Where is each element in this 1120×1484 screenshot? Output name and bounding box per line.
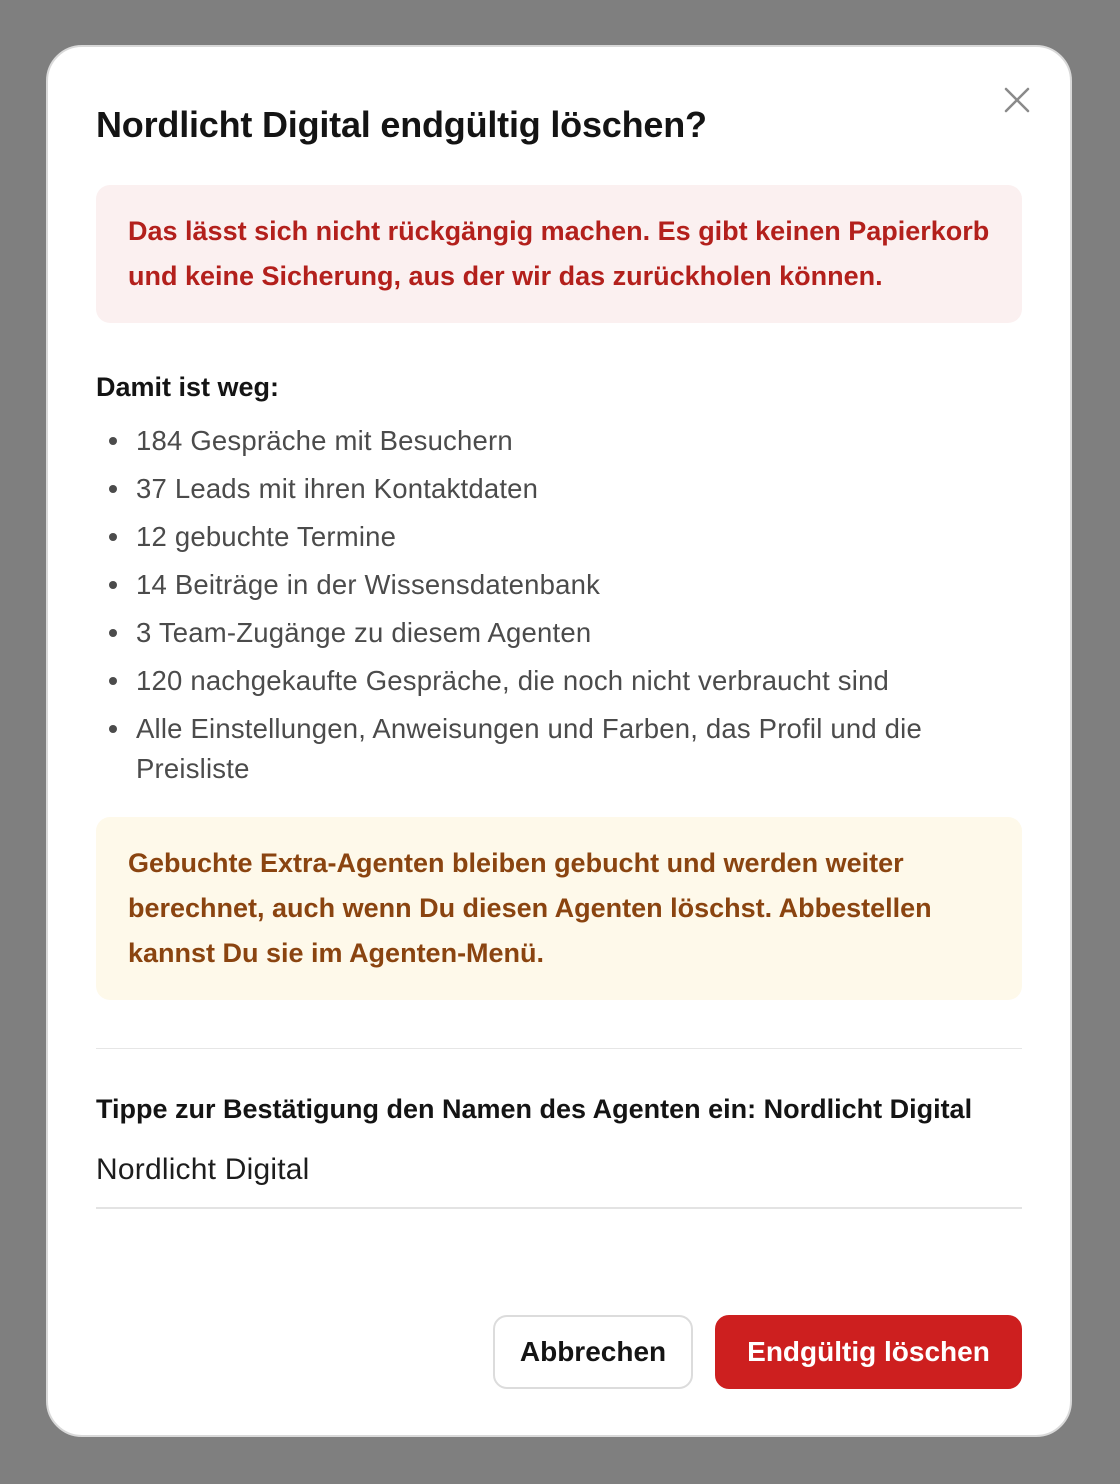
list-item-text: 37 Leads mit ihren Kontaktdaten	[136, 473, 539, 504]
bullet	[109, 725, 117, 733]
warning-alert: Gebuchte Extra-Agenten bleiben gebucht und werden weiter berechnet, auch wenn Du diesen Agenten löschst. Abbestellen kannst Du sie im Agenten-Menü.	[96, 817, 1022, 1000]
list-item-text: Alle Einstellungen, Anweisungen und Farben, das Profil und die Preisliste	[136, 713, 922, 784]
list-item	[96, 517, 1022, 557]
bullet	[109, 437, 117, 445]
list-item-text: 12 gebuchte Termine	[136, 521, 397, 552]
list-item	[96, 661, 1022, 701]
list-item	[96, 709, 1022, 789]
bullet	[109, 581, 117, 589]
divider	[96, 1048, 1022, 1049]
close-button[interactable]	[1002, 85, 1032, 115]
list-item-text: 184 Gespräche mit Besuchern	[136, 425, 513, 456]
cancel-button[interactable]: Abbrechen	[493, 1315, 693, 1389]
bullet	[109, 677, 117, 685]
list-item-text: 120 nachgekaufte Gespräche, die noch nicht verbraucht sind	[136, 665, 890, 696]
delete-agent-dialog	[46, 45, 1072, 1437]
list-item	[96, 421, 1022, 461]
loss-list	[96, 421, 1022, 789]
dialog-title: Nordlicht Digital endgültig löschen?	[96, 104, 707, 145]
confirm-label: Tippe zur Bestätigung den Namen des Agenten ein: Nordlicht Digital	[96, 1094, 973, 1124]
list-item-text: 14 Beiträge in der Wissensdatenbank	[136, 569, 601, 600]
list-item	[96, 613, 1022, 653]
danger-alert: Das lässt sich nicht rückgängig machen. Es gibt keinen Papierkorb und keine Sicherung, aus der wir das zurückholen können.	[96, 185, 1022, 323]
bullet	[109, 533, 117, 541]
bullet	[109, 485, 117, 493]
list-item	[96, 469, 1022, 509]
close-icon	[1002, 85, 1032, 115]
delete-button[interactable]: Endgültig löschen	[715, 1315, 1022, 1389]
dialog-actions	[493, 1315, 1022, 1389]
loss-list-heading: Damit ist weg:	[96, 372, 280, 402]
bullet	[109, 629, 117, 637]
list-item-text: 3 Team-Zugänge zu diesem Agenten	[136, 617, 592, 648]
list-item	[96, 565, 1022, 605]
confirm-name-input[interactable]	[96, 1143, 1022, 1209]
